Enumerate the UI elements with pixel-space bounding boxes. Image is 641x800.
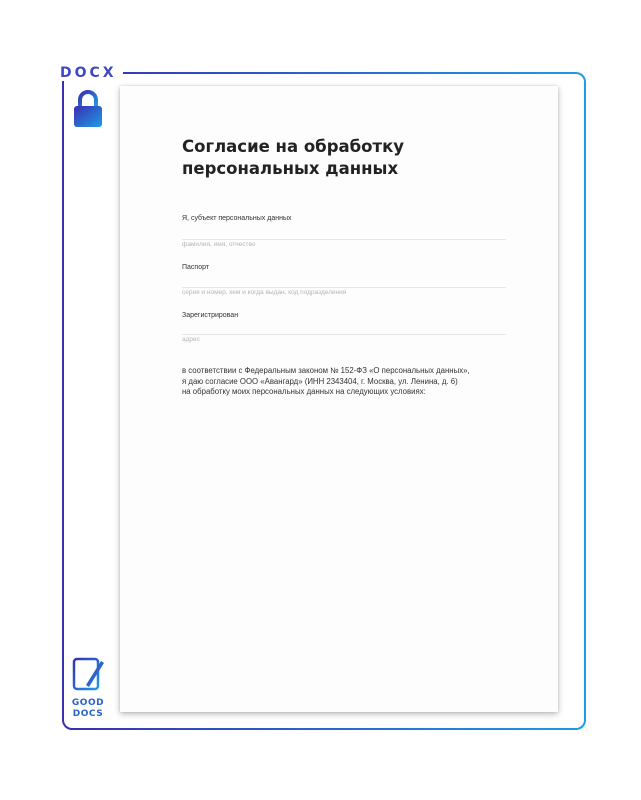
- document-title: [182, 136, 522, 180]
- subject-field-line: [182, 239, 506, 240]
- consent-line-1: в соответствии с Федеральным законом № 152-ФЗ «О персональных данных»,: [182, 366, 470, 375]
- consent-paragraph: [182, 366, 522, 398]
- brand-name-line2: DOCS: [72, 709, 104, 719]
- passport-field-line: [182, 287, 506, 288]
- good-docs-logo: [68, 655, 108, 719]
- document-pen-icon: [70, 655, 106, 693]
- padlock-icon: [72, 90, 104, 128]
- subject-label: Я, субъект персональных данных: [182, 215, 292, 222]
- subject-hint: фамилия, имя, отчество: [182, 241, 256, 248]
- registered-field-line: [182, 334, 506, 335]
- registered-label: Зарегистрирован: [182, 312, 239, 319]
- title-line-1: Согласие на обработку: [182, 137, 405, 156]
- docx-format-badge: DOCX: [54, 65, 123, 81]
- passport-hint: серия и номер, кем и когда выдан, код подразделения: [182, 289, 347, 296]
- registered-hint: адрес: [182, 336, 200, 343]
- brand-name-line1: GOOD: [71, 698, 105, 708]
- document-page: [120, 86, 558, 712]
- consent-line-2: я даю согласие ООО «Авангард» (ИНН 2343404, г. Москва, ул. Ленина, д. 6): [182, 376, 458, 386]
- passport-label: Паспорт: [182, 264, 210, 271]
- consent-line-3: на обработку моих персональных данных на следующих условиях:: [182, 387, 426, 396]
- title-line-2: персональных данных: [182, 159, 399, 178]
